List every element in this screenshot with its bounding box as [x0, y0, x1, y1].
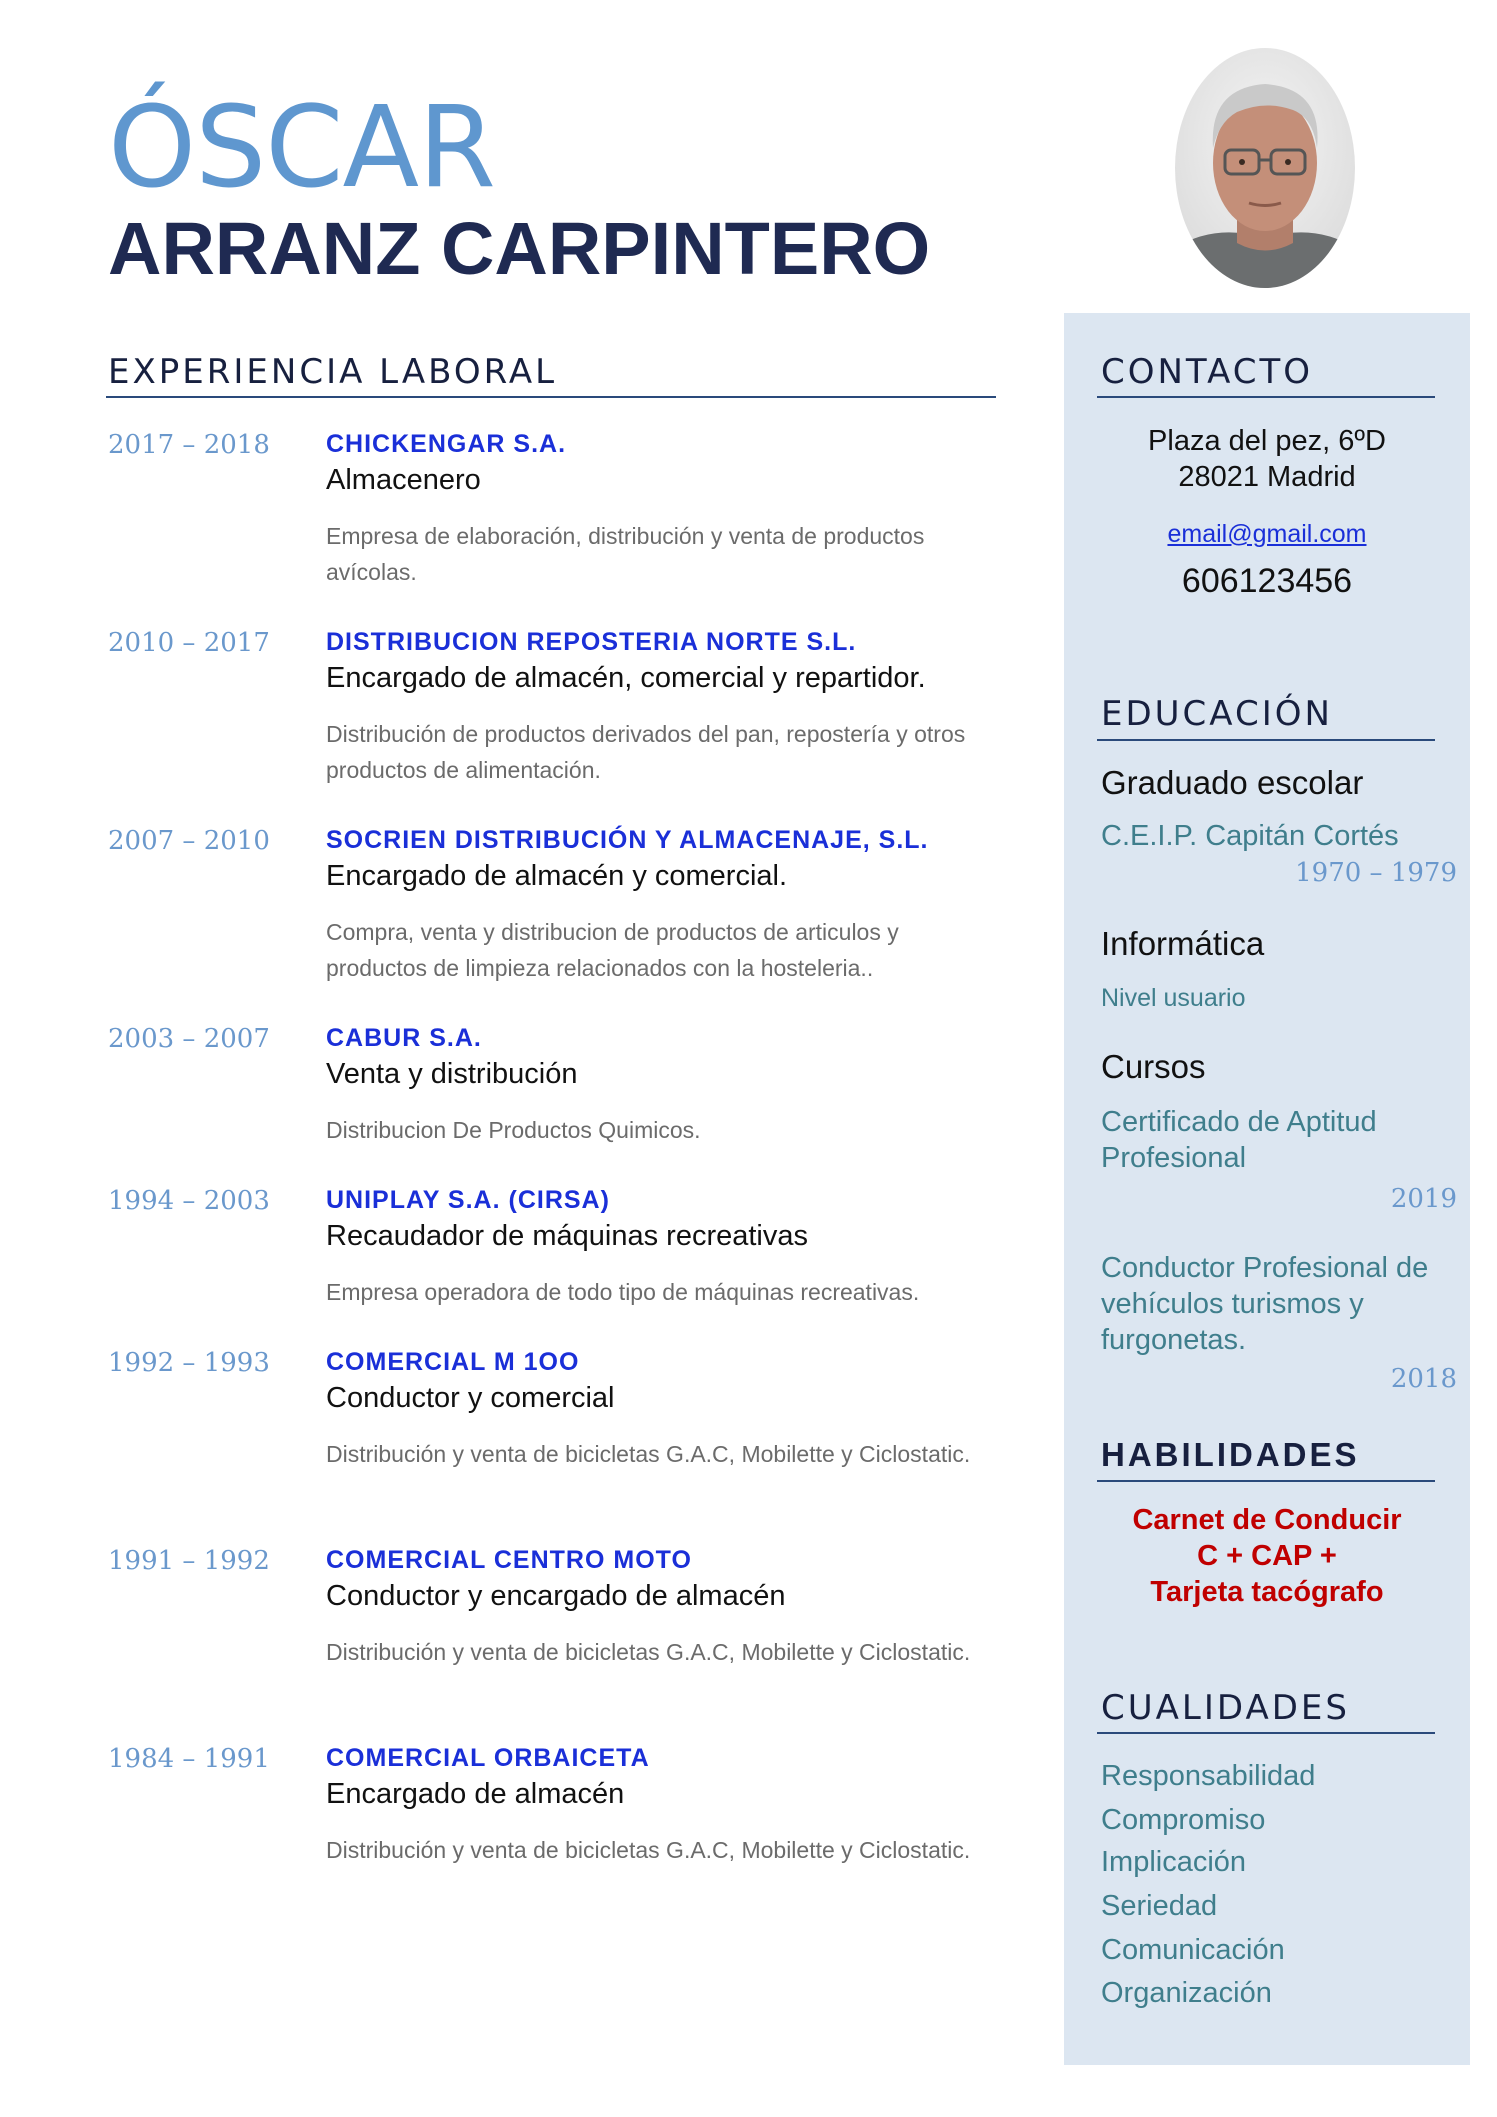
contact-divider: [1097, 396, 1435, 398]
skills-divider: [1097, 1480, 1435, 1482]
job-years: 1992 – 1993: [108, 1348, 270, 1378]
job-role: Conductor y encargado de almacén: [326, 1580, 786, 1612]
job-company: CHICKENGAR S.A.: [326, 430, 567, 458]
education-course-1: Certificado de Aptitud Profesional: [1101, 1106, 1377, 1174]
education-course-2-year: 2018: [1390, 1364, 1457, 1394]
education-course-2: Conductor Profesional de vehículos turismos y furgonetas.: [1101, 1252, 1429, 1356]
job-years: 2010 – 2017: [108, 628, 270, 658]
experience-divider: [106, 396, 996, 398]
job-years: 1984 – 1991: [108, 1744, 270, 1774]
education-school-years: 1970 – 1979: [1295, 858, 1457, 888]
education-it-title: Informática: [1101, 925, 1265, 962]
job-years: 2003 – 2007: [108, 1024, 270, 1054]
job-role: Almacenero: [326, 464, 481, 496]
quality-item: Compromiso: [1101, 1804, 1266, 1836]
qualities-heading: CUALIDADES: [1101, 1688, 1350, 1728]
job-description: Distribución y venta de bicicletas G.A.C, Mobilette y Ciclostatic.: [326, 1837, 971, 1863]
job-years: 2017 – 2018: [108, 430, 270, 460]
skill-line-2: C + CAP +: [1197, 1540, 1337, 1572]
job-description: Distribución y venta de bicicletas G.A.C, Mobilette y Ciclostatic.: [326, 1639, 971, 1665]
job-description: Empresa de elaboración, distribución y venta de productos avícolas.: [326, 523, 925, 585]
qualities-divider: [1097, 1732, 1435, 1734]
quality-item: Organización: [1101, 1977, 1272, 2009]
profile-photo: [1175, 48, 1355, 288]
job-company: CABUR S.A.: [326, 1024, 482, 1052]
job-role: Encargado de almacén, comercial y repartidor.: [326, 662, 926, 694]
experience-heading: EXPERIENCIA LABORAL: [108, 352, 558, 392]
contact-address-line2: 28021 Madrid: [1178, 461, 1356, 493]
education-school-title: Graduado escolar: [1101, 764, 1364, 801]
education-course-1-year: 2019: [1390, 1184, 1457, 1214]
contact-phone: 606123456: [1181, 562, 1353, 600]
quality-item: Comunicación: [1101, 1934, 1285, 1966]
job-description: Distribución de productos derivados del pan, repostería y otros productos de alimentación.: [326, 721, 966, 783]
contact-heading: CONTACTO: [1101, 352, 1313, 392]
job-role: Venta y distribución: [326, 1058, 578, 1090]
job-description: Compra, venta y distribucion de productos de articulos y productos de limpieza relacionados con la hosteleria..: [326, 919, 899, 981]
education-heading: EDUCACIÓN: [1101, 694, 1333, 734]
education-courses-title: Cursos: [1101, 1048, 1206, 1085]
skills-heading: HABILIDADES: [1101, 1436, 1360, 1473]
job-years: 1991 – 1992: [108, 1546, 270, 1576]
first-name: ÓSCAR: [108, 83, 495, 213]
portrait-icon: [1175, 48, 1355, 288]
job-description: Empresa operadora de todo tipo de máquinas recreativas.: [326, 1279, 920, 1305]
job-role: Encargado de almacén: [326, 1778, 625, 1810]
contact-address-line1: Plaza del pez, 6ºD: [1148, 425, 1386, 457]
job-description: Distribucion De Productos Quimicos.: [326, 1117, 701, 1143]
job-company: SOCRIEN DISTRIBUCIÓN Y ALMACENAJE, S.L.: [326, 826, 929, 854]
job-company: DISTRIBUCION REPOSTERIA NORTE S.L.: [326, 628, 857, 656]
job-role: Conductor y comercial: [326, 1382, 615, 1414]
skill-line-1: Carnet de Conducir: [1132, 1504, 1402, 1536]
job-company: COMERCIAL M 1OO: [326, 1348, 580, 1376]
job-role: Recaudador de máquinas recreativas: [326, 1220, 808, 1252]
contact-email-link[interactable]: email@gmail.com: [1167, 520, 1367, 548]
quality-item: Implicación: [1101, 1846, 1247, 1878]
job-company: COMERCIAL CENTRO MOTO: [326, 1546, 692, 1574]
job-company: COMERCIAL ORBAICETA: [326, 1744, 650, 1772]
education-divider: [1097, 739, 1435, 741]
skill-line-3: Tarjeta tacógrafo: [1150, 1576, 1384, 1608]
job-company: UNIPLAY S.A. (CIRSA): [326, 1186, 610, 1214]
education-it-level: Nivel usuario: [1101, 984, 1246, 1012]
quality-item: Responsabilidad: [1101, 1760, 1316, 1792]
job-years: 1994 – 2003: [108, 1186, 270, 1216]
job-years: 2007 – 2010: [108, 826, 270, 856]
last-name: ARRANZ CARPINTERO: [108, 207, 931, 290]
quality-item: Seriedad: [1101, 1890, 1218, 1922]
education-school-name: C.E.I.P. Capitán Cortés: [1101, 820, 1399, 852]
job-role: Encargado de almacén y comercial.: [326, 860, 788, 892]
job-description: Distribución y venta de bicicletas G.A.C, Mobilette y Ciclostatic.: [326, 1441, 971, 1467]
